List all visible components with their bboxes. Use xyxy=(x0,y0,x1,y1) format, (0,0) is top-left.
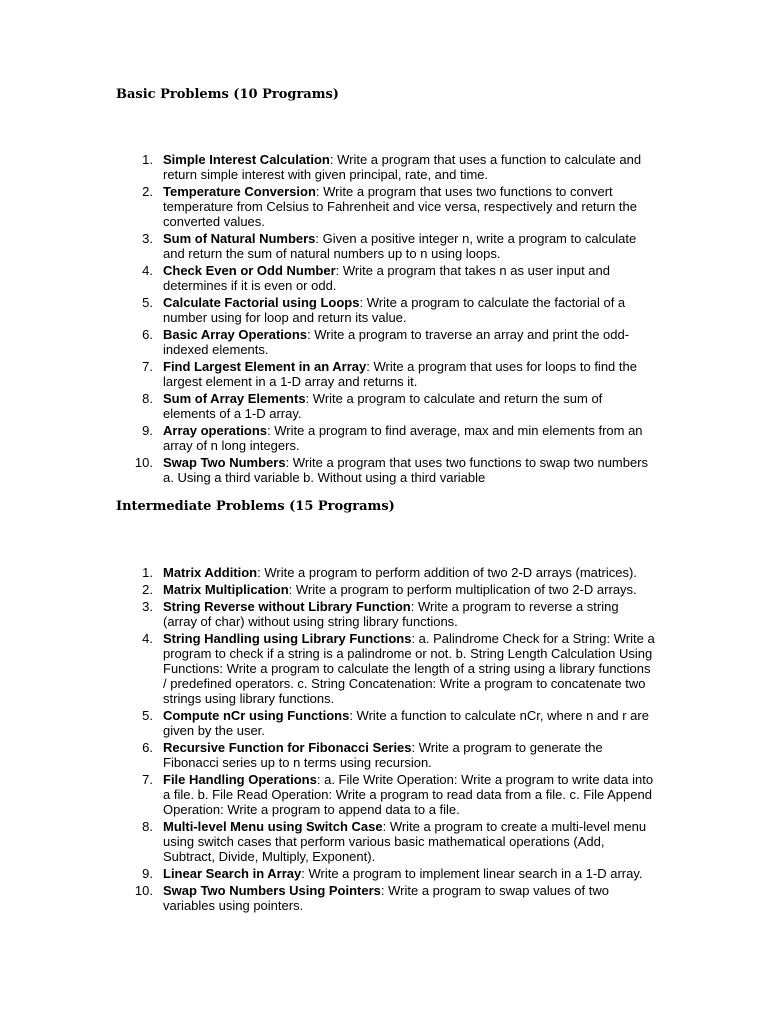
item-number: 3. xyxy=(142,599,153,614)
item-title: Find Largest Element in an Array xyxy=(163,359,367,374)
intermediate-problems-list xyxy=(134,565,656,915)
item-title: Recursive Function for Fibonacci Series xyxy=(163,740,412,755)
item-description: : Write a program to traverse an array and print the odd-indexed elements. xyxy=(163,327,630,357)
item-title: String Reverse without Library Function xyxy=(163,599,411,614)
item-description: : Write a program that takes n as user input and determines if it is even or odd. xyxy=(163,263,611,293)
item-number: 9. xyxy=(142,423,153,438)
list-item xyxy=(134,184,656,229)
list-item xyxy=(134,599,656,629)
item-description: : Write a program that uses for loops to find the largest element in a 1-D array and returns it. xyxy=(163,359,637,389)
item-number: 1. xyxy=(142,152,153,167)
item-description: : Write a program that uses two functions to swap two numbers a. Using a third variable b. Without using a third variable xyxy=(163,455,649,485)
basic-problems-list xyxy=(134,152,656,487)
item-title: String Handling using Library Functions xyxy=(163,631,412,646)
item-description: : Write a program to reverse a string (array of char) without using string library functions. xyxy=(163,599,619,629)
item-number: 6. xyxy=(142,327,153,342)
item-number: 8. xyxy=(142,391,153,406)
item-title: Sum of Array Elements xyxy=(163,391,306,406)
item-number: 4. xyxy=(142,631,153,646)
list-item xyxy=(134,263,656,293)
section-heading-basic: Basic Problems (10 Programs) xyxy=(116,87,339,102)
item-description: : Write a program that uses a function to calculate and return simple interest with given principal, rate, and time. xyxy=(163,152,642,182)
item-title: Swap Two Numbers xyxy=(163,455,286,470)
list-item xyxy=(134,819,656,864)
item-description: : Write a program to create a multi-level menu using switch cases that perform various basic mathematical operations (Add, Subtract, Divide, Multiply, Exponent). xyxy=(163,819,647,864)
item-description: : Write a program to perform multiplication of two 2-D arrays. xyxy=(288,582,637,597)
item-description: : Write a program to implement linear search in a 1-D array. xyxy=(301,866,643,881)
item-description: : Write a program to find average, max and min elements from an array of n long integers. xyxy=(163,423,643,453)
item-title: Matrix Addition xyxy=(163,565,258,580)
item-description: : a. Palindrome Check for a String: Write a program to check if a string is a palindrome or not. b. String Length Calculation Using Functions: Write a program to calculate the length of a string using a library functions / predefined operators. c. String Concatenation: Write a program to concatenate two strings using library functions. xyxy=(163,631,655,706)
item-title: Multi-level Menu using Switch Case xyxy=(163,819,383,834)
item-title: Check Even or Odd Number xyxy=(163,263,336,278)
item-number: 9. xyxy=(142,866,153,881)
list-item xyxy=(134,231,656,261)
item-description: : Write a program that uses two functions to convert temperature from Celsius to Fahrenheit and vice versa, respectively and return the converted values. xyxy=(163,184,638,229)
item-title: Basic Array Operations xyxy=(163,327,308,342)
item-number: 2. xyxy=(142,184,153,199)
list-item xyxy=(134,152,656,182)
item-number: 1. xyxy=(142,565,153,580)
item-number: 4. xyxy=(142,263,153,278)
list-item xyxy=(134,708,656,738)
item-number: 10. xyxy=(134,455,153,470)
item-description: : Given a positive integer n, write a program to calculate and return the sum of natural numbers up to n using loops. xyxy=(163,231,637,261)
item-title: Compute nCr using Functions xyxy=(163,708,350,723)
list-item xyxy=(134,582,656,597)
item-number: 7. xyxy=(142,772,153,787)
item-number: 3. xyxy=(142,231,153,246)
list-item xyxy=(134,866,656,881)
item-number: 6. xyxy=(142,740,153,755)
list-item xyxy=(134,391,656,421)
item-title: Swap Two Numbers Using Pointers xyxy=(163,883,381,898)
item-number: 5. xyxy=(142,295,153,310)
list-item xyxy=(134,327,656,357)
item-title: Matrix Multiplication xyxy=(163,582,289,597)
item-title: File Handling Operations xyxy=(163,772,317,787)
list-item xyxy=(134,295,656,325)
item-description: : Write a program to generate the Fibonacci series up to n terms using recursion. xyxy=(163,740,603,770)
item-description: : Write a program to calculate and return the sum of elements of a 1-D array. xyxy=(163,391,603,421)
item-title: Array operations xyxy=(163,423,268,438)
item-description: : Write a program to perform addition of two 2-D arrays (matrices). xyxy=(257,565,637,580)
list-item xyxy=(134,359,656,389)
section-heading-intermediate: Intermediate Problems (15 Programs) xyxy=(116,499,395,514)
list-item xyxy=(134,455,656,485)
item-number: 2. xyxy=(142,582,153,597)
item-number: 7. xyxy=(142,359,153,374)
item-description: : Write a program to swap values of two variables using pointers. xyxy=(163,883,609,913)
list-item xyxy=(134,740,656,770)
item-title: Simple Interest Calculation xyxy=(163,152,330,167)
list-item xyxy=(134,631,656,706)
list-item xyxy=(134,772,656,817)
item-description: : a. File Write Operation: Write a program to write data into a file. b. File Read Operation: Write a program to read data from a file. c. File Append Operation: Write a program to append data to a file. xyxy=(163,772,654,817)
item-title: Linear Search in Array xyxy=(163,866,302,881)
list-item xyxy=(134,423,656,453)
item-number: 5. xyxy=(142,708,153,723)
item-description: : Write a program to calculate the factorial of a number using for loop and return its value. xyxy=(163,295,626,325)
item-number: 10. xyxy=(134,883,153,898)
item-description: : Write a function to calculate nCr, where n and r are given by the user. xyxy=(163,708,649,738)
item-title: Calculate Factorial using Loops xyxy=(163,295,360,310)
list-item xyxy=(134,883,656,913)
item-number: 8. xyxy=(142,819,153,834)
item-title: Sum of Natural Numbers xyxy=(163,231,316,246)
item-title: Temperature Conversion xyxy=(163,184,316,199)
list-item xyxy=(134,565,656,580)
